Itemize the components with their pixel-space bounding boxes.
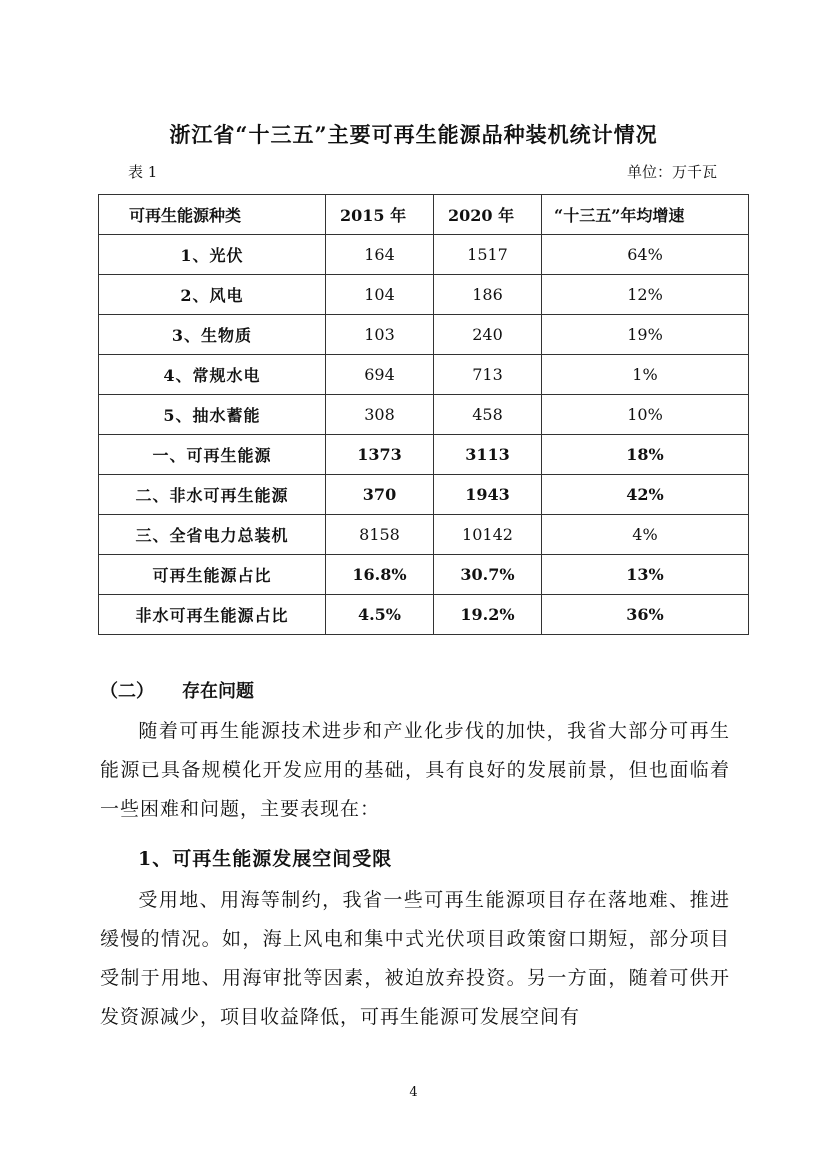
row-category: 5、抽水蓄能	[99, 395, 326, 435]
row-category: 4、常规水电	[99, 355, 326, 395]
table-header-row	[99, 195, 749, 235]
table-title: 浙江省“十三五”主要可再生能源品种装机统计情况	[169, 122, 658, 147]
table-row	[99, 355, 749, 395]
row-2015: 164	[326, 235, 434, 275]
row-2020: 30.7%	[434, 555, 542, 595]
row-2020: 19.2%	[434, 595, 542, 635]
table-row	[99, 515, 749, 555]
table-label: 表 1	[128, 163, 158, 181]
row-2020: 240	[434, 315, 542, 355]
header-category: 可再生能源种类	[99, 195, 326, 235]
subheading: 1、可再生能源发展空间受限	[138, 848, 393, 870]
unit-label: 单位：万千瓦	[626, 163, 717, 181]
section-heading	[100, 677, 254, 703]
table-row	[99, 475, 749, 515]
row-category: 3、生物质	[99, 315, 326, 355]
row-2015: 104	[326, 275, 434, 315]
intro-paragraph	[100, 712, 730, 829]
table-row	[99, 275, 749, 315]
row-2015: 370	[326, 475, 434, 515]
row-2020: 186	[434, 275, 542, 315]
row-growth: 13%	[542, 555, 749, 595]
row-2015: 1373	[326, 435, 434, 475]
row-2015: 694	[326, 355, 434, 395]
row-2020: 1517	[434, 235, 542, 275]
row-growth: 64%	[542, 235, 749, 275]
stats-table	[98, 194, 749, 635]
section-title: 存在问题	[182, 681, 254, 702]
row-2015: 103	[326, 315, 434, 355]
row-2015: 308	[326, 395, 434, 435]
row-2015: 16.8%	[326, 555, 434, 595]
row-category: 2、风电	[99, 275, 326, 315]
table-row	[99, 555, 749, 595]
row-2020: 1943	[434, 475, 542, 515]
table-row	[99, 595, 749, 635]
table-row	[99, 435, 749, 475]
table-row	[99, 395, 749, 435]
row-growth: 42%	[542, 475, 749, 515]
section-number: （二）	[100, 681, 154, 702]
row-2020: 458	[434, 395, 542, 435]
row-category: 一、可再生能源	[99, 435, 326, 475]
page-number: 4	[409, 1085, 418, 1100]
row-category: 非水可再生能源占比	[99, 595, 326, 635]
row-2015: 4.5%	[326, 595, 434, 635]
table-row	[99, 315, 749, 355]
row-category: 三、全省电力总装机	[99, 515, 326, 555]
row-2020: 3113	[434, 435, 542, 475]
row-growth: 12%	[542, 275, 749, 315]
body-text: 受用地、用海等制约，我省一些可再生能源项目存在落地难、推进缓慢的情况。如，海上风电和集中式光伏项目政策窗口期短，部分项目受制于用地、用海审批等因素，被迫放弃投资。另一方面，随着可供开发资源减少，项目收益降低，可再生能源可发展空间有	[100, 889, 730, 1028]
row-category: 可再生能源占比	[99, 555, 326, 595]
row-growth: 4%	[542, 515, 749, 555]
intro-text: 随着可再生能源技术进步和产业化步伐的加快，我省大部分可再生能源已具备规模化开发应用的基础，具有良好的发展前景，但也面临着一些困难和问题，主要表现在：	[100, 720, 730, 820]
row-2020: 10142	[434, 515, 542, 555]
row-category: 1、光伏	[99, 235, 326, 275]
row-growth: 1%	[542, 355, 749, 395]
table-row	[99, 235, 749, 275]
row-growth: 36%	[542, 595, 749, 635]
row-category: 二、非水可再生能源	[99, 475, 326, 515]
row-2020: 713	[434, 355, 542, 395]
header-2020: 2020 年	[434, 195, 542, 235]
body-paragraph	[100, 881, 730, 1037]
row-growth: 19%	[542, 315, 749, 355]
header-growth: “十三五”年均增速	[542, 195, 749, 235]
row-growth: 10%	[542, 395, 749, 435]
row-2015: 8158	[326, 515, 434, 555]
row-growth: 18%	[542, 435, 749, 475]
header-2015: 2015 年	[326, 195, 434, 235]
